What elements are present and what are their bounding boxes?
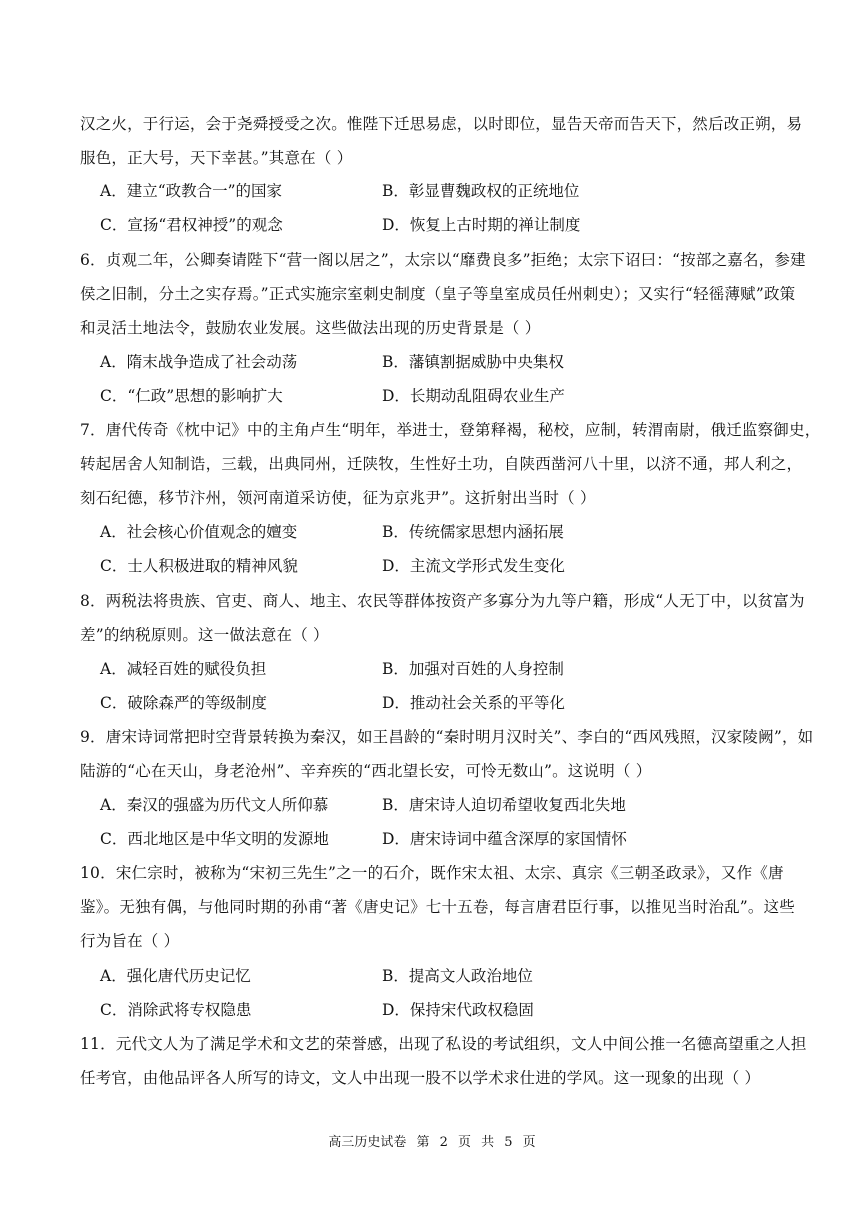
q7-line-1: 7．唐代传奇《枕中记》中的主角卢生“明年，举进士，登第释褐，秘校，应制，转渭南尉，俄迁监察御史， xyxy=(80,421,821,439)
q5-option-d: D．恢复上古时期的禅让制度 xyxy=(382,216,581,234)
q8-option-b: B．加强对百姓的人身控制 xyxy=(382,660,564,678)
q6-option-a: A．隋末战争造成了社会动荡 xyxy=(100,353,298,371)
q8-line-2: 差”的纳税原则。这一做法意在（ ） xyxy=(80,626,329,644)
q7-option-a: A．社会核心价值观念的嬗变 xyxy=(100,523,298,541)
q10-option-b: B．提高文人政治地位 xyxy=(382,967,533,985)
q8-option-c: C．破除森严的等级制度 xyxy=(100,694,267,712)
q6-line-1: 6．贞观二年，公卿奏请陛下“营一阁以居之”，太宗以“靡费良多”拒绝；太宗下诏曰：“按部之嘉名，参建 xyxy=(80,251,806,269)
q7-option-b: B．传统儒家思想内涵拓展 xyxy=(382,523,564,541)
q9-option-a: A．秦汉的强盛为历代文人所仰慕 xyxy=(100,796,329,814)
q8-option-d: D．推动社会关系的平等化 xyxy=(382,694,565,712)
q7-option-d: D．主流文学形式发生变化 xyxy=(382,557,565,575)
q11-line-1: 11．元代文人为了满足学术和文艺的荣誉感，出现了私设的考试组织，文人中间公推一名德高望重之人担 xyxy=(80,1035,807,1053)
q6-option-b: B．藩镇割据威胁中央集权 xyxy=(382,353,564,371)
q10-option-a: A．强化唐代历史记忆 xyxy=(100,967,251,985)
q5-option-b: B．彰显曹魏政权的正统地位 xyxy=(382,182,580,200)
q10-option-d: D．保持宋代政权稳固 xyxy=(382,1001,534,1019)
q7-option-c: C．士人积极进取的精神风貌 xyxy=(100,557,298,575)
q7-line-3: 刻石纪德，移节汴州，领河南道采访使，征为京兆尹”。这折射出当时（ ） xyxy=(80,489,596,507)
q9-line-2: 陆游的“心在天山，身老沧州”、辛弃疾的“西北望长安，可怜无数山”。这说明（ ） xyxy=(80,762,652,780)
q8-line-1: 8．两税法将贵族、官吏、商人、地主、农民等群体按资产多寡分为九等户籍，形成“人无丁中，以贫富为 xyxy=(80,592,805,610)
q10-option-c: C．消除武将专权隐患 xyxy=(100,1001,252,1019)
q11-line-2: 任考官，由他品评各人所写的诗文，文人中出现一股不以学术求仕进的学风。这一现象的出现（ ） xyxy=(80,1069,761,1087)
q5-line-1: 汉之火，于行运，会于尧舜授受之次。惟陛下迁思易虑，以时即位，显告天帝而告天下，然后改正朔，易 xyxy=(80,115,803,133)
q5-option-c: C．宣扬“君权神授”的观念 xyxy=(100,216,283,234)
q6-option-c: C．“仁政”思想的影响扩大 xyxy=(100,387,283,405)
q5-option-a: A．建立“政教合一”的国家 xyxy=(100,182,283,200)
q9-option-c: C．西北地区是中华文明的发源地 xyxy=(100,830,329,848)
q10-line-2: 鉴》。无独有偶，与他同时期的孙甫“著《唐史记》七十五卷，每言唐君臣行事，以推见当时治乱”。这些 xyxy=(80,898,796,916)
q9-option-d: D．唐宋诗词中蕴含深厚的家国情怀 xyxy=(382,830,627,848)
q6-line-2: 侯之旧制，分土之实存焉。”正式实施宗室刺史制度（皇子等皇室成员任州刺史）；又实行“轻徭薄赋”政策 xyxy=(80,285,796,303)
q7-line-2: 转起居舍人知制诰，三载，出典同州，迁陕牧，生性好土功，自陕西凿河八十里，以济不通，邦人利之， xyxy=(80,455,803,473)
q6-option-d: D．长期动乱阻碍农业生产 xyxy=(382,387,565,405)
q5-line-2: 服色，正大号，天下幸甚。”其意在（ ） xyxy=(80,149,353,167)
q10-line-3: 行为旨在（ ） xyxy=(80,932,180,950)
q9-line-1: 9．唐宋诗词常把时空背景转换为秦汉，如王昌龄的“秦时明月汉时关”、李白的“西风残照，汉家陵阙”，如 xyxy=(80,728,814,746)
q8-option-a: A．减轻百姓的赋役负担 xyxy=(100,660,267,678)
q10-line-1: 10．宋仁宗时，被称为“宋初三先生”之一的石介，既作宋太祖、太宗、真宗《三朝圣政录》，又作《唐 xyxy=(80,864,784,882)
q9-option-b: B．唐宋诗人迫切希望收复西北失地 xyxy=(382,796,626,814)
q6-line-3: 和灵活土地法令，鼓励农业发展。这些做法出现的历史背景是（ ） xyxy=(80,319,541,337)
page-footer: 高三历史试卷 第 2 页 共 5 页 xyxy=(328,1135,536,1150)
